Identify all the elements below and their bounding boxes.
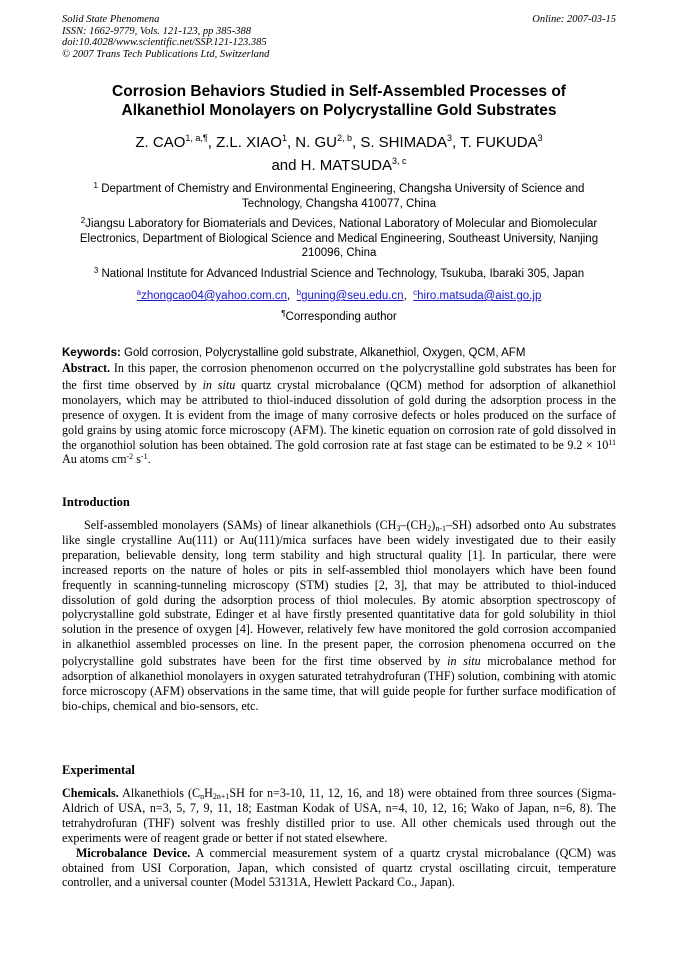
chem-text-1: Alkanethiols (C (118, 786, 201, 800)
title-line-2: Alkanethiol Monolayers on Polycrystalline Gold Substrates (121, 102, 557, 119)
intro-sub-2: 2 (427, 524, 432, 533)
abstract-text-5: s (133, 452, 141, 467)
keywords-label: Keywords: (62, 347, 121, 359)
author-shimada: , S. SHIMADA (351, 134, 448, 151)
corresponding-text: Corresponding author (285, 311, 397, 323)
author-line-1 (62, 131, 616, 154)
abstract-the: the (378, 364, 399, 376)
abstract-text-6: . (147, 452, 151, 467)
affiliation-1-sup: 1 (93, 181, 98, 190)
author-line-2 (62, 154, 616, 177)
chem-sub-2n1: 2n+1 (212, 792, 230, 801)
intro-the: the (596, 640, 616, 653)
chemicals-label: Chemicals. (62, 786, 119, 800)
author-cao-sup: 1, a,¶ (185, 133, 208, 143)
email-c-sup: c (413, 288, 418, 297)
author-gu-sup: 2, b (336, 133, 352, 143)
author-shimada-sup: 3 (447, 133, 453, 143)
journal-doi: doi:10.4028/www.scientific.net/SSP.121-123.385 (62, 37, 267, 48)
journal-header (62, 14, 616, 60)
author-fukuda-sup: 3 (537, 133, 543, 143)
author-matsuda-sup: 3, c (392, 156, 407, 166)
chem-text-3: SH for n=3-10, 11, 12, 16, and 18) were obtained from three sources (Sigma-Aldrich of USA, n=3, 5, 7, 9, 11, 18; Eastman Kodak of USA, n=4, 10, 12, 16; Wako of Japan, n=6, 8). The tetrahydrofuran (THF) solvent was freshly distilled prior to use. All other chemicals used through out the experiments were of reagent grade or better if not stated elsewhere. (62, 786, 616, 845)
online-date: Online: 2007-03-15 (532, 14, 616, 25)
journal-copyright: © 2007 Trans Tech Publications Ltd, Switzerland (62, 48, 270, 60)
author-gu: , N. GU (286, 134, 337, 151)
intro-text-4: –SH) adsorbed onto Au substrates like single crystalline Au(111) or Au(111)/mica surfaces have been widely investigated due to their easily preparation, believable density, long term stability and high structural quality [1]. In particular, there were increased reports on the nature of holes or pits in self-assembled thiol monolayers which have been found frequently in scanning-tunneling microscopy (STM) studies [2, 3], that may be attributed to thiol-induced dissolution of gold during the adsorption process of thiol molecules. By atomic absorption spectroscopy of polycrystalline gold substrate, Edinger et al have firstly presented quantitative data for gold solubility in thiol solution in the presence of oxygen [4]. However, relatively few have monitored the gold corrosion accompanied in alkanethiol assembled processes on line. In the present paper, the corrosion phenomena occurred on (62, 518, 616, 652)
email-separator-2: , (403, 290, 407, 302)
intro-sub-3: 3 (396, 524, 401, 533)
affiliation-3-sup: 3 (93, 266, 99, 275)
abstract-exp-m1: -1 (140, 452, 148, 462)
email-b-text: guning@seu.edu.cn (301, 290, 404, 302)
corresponding-author (62, 310, 616, 325)
email-b-sup: b (296, 288, 302, 297)
abstract-text-2: polycrystalline gold substrates has been for the first time observed by (62, 361, 617, 392)
email-list (62, 289, 616, 304)
microbalance-label: Microbalance Device. (76, 845, 191, 860)
intro-in-situ: in situ (447, 654, 481, 669)
email-link-b[interactable] (297, 290, 404, 302)
abstract-label: Abstract. (62, 361, 111, 375)
email-a-sup: a (136, 288, 142, 297)
affiliation-2 (62, 217, 616, 261)
email-a-text: zhongcao04@yahoo.com.cn (141, 290, 288, 302)
email-link-a[interactable] (137, 290, 287, 302)
keywords (62, 346, 616, 360)
paper-title (62, 82, 616, 120)
journal-name: Solid State Phenomena (62, 14, 160, 25)
email-link-c[interactable] (413, 290, 541, 302)
author-xiao: , Z.L. XIAO (207, 134, 282, 151)
affiliation-1-text: Department of Chemistry and Environmental Engineering, Changsha University of Science and Technology, Changsha 410077, China (101, 183, 585, 210)
email-c-text: hiro.matsuda@aist.go.jp (417, 290, 542, 302)
abstract-text-3: quartz crystal microbalance (QCM) method for adsorption of alkanethiol monolayers, which may be attributed to thiol-induced dissolution of gold during the adsorption process in the presence of oxygen. It is evident from the image of many corrosive defects or holes produced on the surface of gold grains by using atomic force microscopy (AFM). The kinetic equation on corrosion rate of gold dissolved in the organothiol solution has been obtained. The gold corrosion rate at fast stage can be estimated to be 9.2 × 10 (62, 377, 616, 452)
intro-text-1: Self-assembled monolayers (SAMs) of linear alkanethiols (CH (84, 518, 397, 532)
abstract-in-situ: in situ (202, 377, 236, 392)
chem-text-2: H (204, 786, 213, 800)
affiliation-3-text: National Institute for Advanced Industrial Science and Technology, Tsukuba, Ibaraki 305, Japan (101, 268, 585, 280)
intro-text-5: polycrystalline gold substrates have been for the first time observed by (62, 654, 441, 669)
abstract-exp-11: 11 (608, 437, 616, 447)
affiliation-1 (62, 182, 616, 211)
author-matsuda: and H. MATSUDA (271, 157, 393, 174)
intro-text-2: –(CH (400, 518, 428, 532)
intro-text-3: ) (431, 518, 436, 532)
abstract (62, 361, 616, 467)
introduction-body (62, 518, 616, 714)
author-cao: Z. CAO (135, 134, 186, 151)
journal-issn: ISSN: 1662-9779, Vols. 121-123, pp 385-388 (62, 25, 251, 37)
corresponding-sup: ¶ (281, 309, 286, 318)
title-line-1: Corrosion Behaviors Studied in Self-Assembled Processes of (112, 83, 566, 100)
keywords-text: Gold corrosion, Polycrystalline gold substrate, Alkanethiol, Oxygen, QCM, AFM (124, 347, 526, 359)
intro-sub-n1: n-1 (435, 524, 446, 533)
abstract-text-1: In this paper, the corrosion phenomenon occurred on (113, 361, 376, 375)
abstract-exp-m2: -2 (126, 452, 134, 462)
affiliation-2-text: Jiangsu Laboratory for Biomaterials and Devices, National Laboratory of Molecular and Biomolecular Electronics, Department of Biological Science and Medical Engineering, Southeast University, Nanjing 210096, China (79, 218, 599, 259)
author-xiao-sup: 1 (281, 133, 287, 143)
intro-text-6: microbalance method for adsorption of alkanethiol monolayers in oxygen saturated tetrahydrofuran (THF) solution, combining with atomic force microscopy (AFM) observations in the same time, that will guide people for further surface modification of bio-chips, chemical and bio-sensors, etc. (62, 654, 616, 713)
author-list (62, 131, 616, 177)
chem-sub-n: n (200, 792, 205, 801)
author-fukuda: , T. FUKUDA (452, 134, 538, 151)
abstract-text-4: Au atoms cm (62, 452, 127, 467)
affiliation-3 (62, 267, 616, 282)
email-separator-1: , (287, 290, 291, 302)
affiliation-2-sup: 2 (80, 216, 86, 225)
experimental-heading: Experimental (62, 763, 135, 777)
microbalance-text: A commercial measurement system of a quartz crystal microbalance (QCM) was obtained from USI Corporation, Japan, which consisted of quartz crystal oscillating circuit, temperature controller, and a universal counter (Model 53131A, Hewlett Packard Co., Japan). (62, 845, 616, 890)
introduction-heading: Introduction (62, 495, 130, 509)
experimental-body (62, 786, 616, 890)
